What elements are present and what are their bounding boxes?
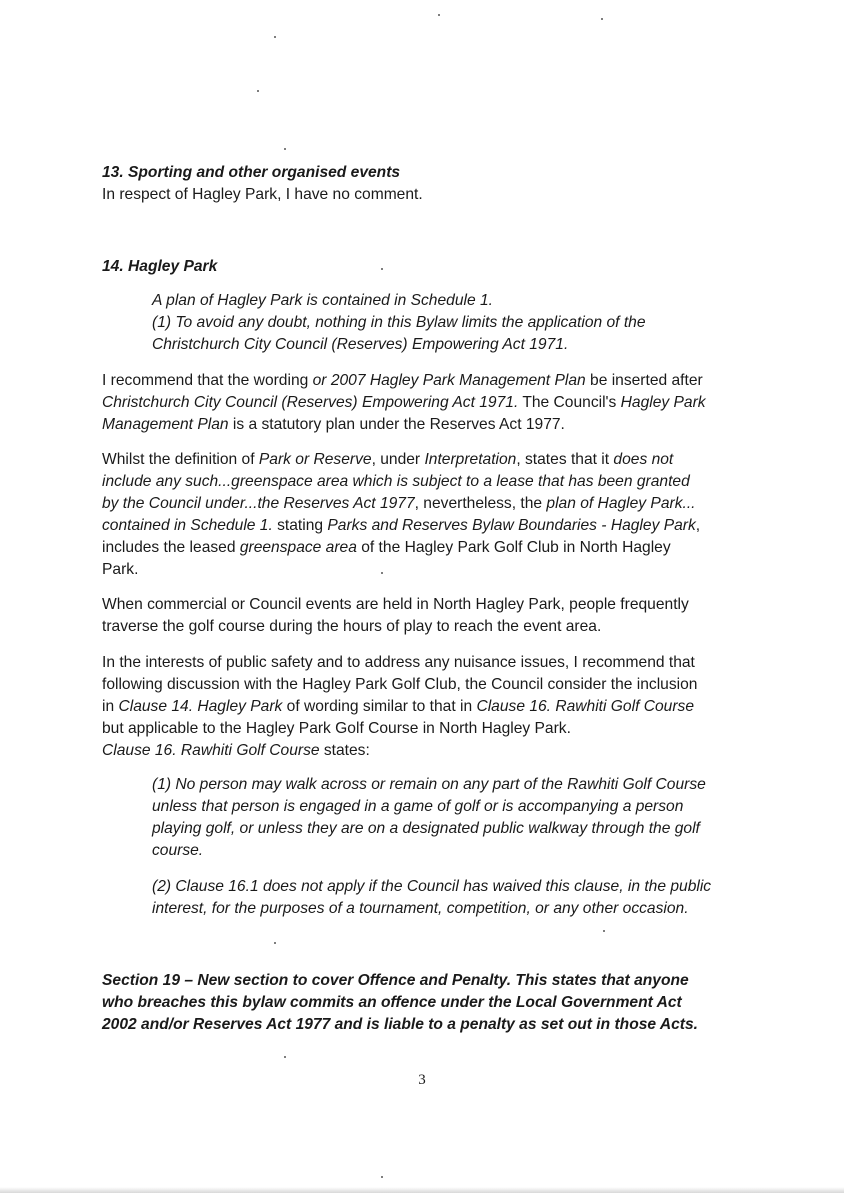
recommendation-paragraph — [102, 370, 742, 436]
scan-speck — [603, 930, 605, 932]
quote-line: Christchurch City Council (Reserves) Empowering Act 1971. — [152, 336, 569, 353]
text-line: When commercial or Council events are held in North Hagley Park, people frequently — [102, 596, 689, 613]
quote-line: unless that person is engaged in a game of golf or is accompanying a person — [152, 798, 684, 815]
scan-speck — [601, 18, 603, 20]
section-19 — [102, 970, 752, 1036]
quote-line: A plan of Hagley Park is contained in Schedule 1. — [152, 292, 493, 309]
quote-line: interest, for the purposes of a tournament, competition, or any other occasion. — [152, 900, 689, 917]
scan-speck — [381, 268, 383, 270]
section-13 — [102, 162, 742, 206]
page-number: 3 — [418, 1072, 426, 1088]
quote-line: (1) To avoid any doubt, nothing in this Bylaw limits the application of the — [152, 314, 646, 331]
text-line: Park. — [102, 561, 139, 578]
text-line: contained in Schedule 1. stating Parks and Reserves Bylaw Boundaries - Hagley Park, — [102, 517, 701, 534]
clause-16-2-quote — [152, 876, 752, 920]
section-19-line: 2002 and/or Reserves Act 1977 and is liable to a penalty as set out in those Acts. — [102, 1016, 698, 1033]
scan-speck — [381, 572, 383, 574]
text-line: Christchurch City Council (Reserves) Empowering Act 1971. The Council's Hagley Park — [102, 394, 706, 411]
quote-line: playing golf, or unless they are on a designated public walkway through the golf — [152, 820, 700, 837]
text-line: Management Plan is a statutory plan under the Reserves Act 1977. — [102, 416, 565, 433]
definition-paragraph — [102, 449, 742, 581]
text-line: traverse the golf course during the hours of play to reach the event area. — [102, 618, 602, 635]
scan-speck — [284, 1056, 286, 1058]
text-line: Whilst the definition of Park or Reserve, under Interpretation, states that it does not — [102, 451, 674, 468]
text-line: in Clause 14. Hagley Park of wording similar to that in Clause 16. Rawhiti Golf Course — [102, 698, 694, 715]
section-13-text: In respect of Hagley Park, I have no comment. — [102, 186, 423, 203]
events-paragraph — [102, 594, 742, 638]
quote-line: (1) No person may walk across or remain on any part of the Rawhiti Golf Course — [152, 776, 706, 793]
quote-line: course. — [152, 842, 204, 859]
clause-16-1-quote — [152, 774, 752, 862]
safety-paragraph — [102, 652, 742, 762]
section-14-heading: 14. Hagley Park — [102, 258, 218, 275]
text-line: includes the leased greenspace area of the Hagley Park Golf Club in North Hagley — [102, 539, 671, 556]
scan-bottom-edge — [0, 1187, 844, 1193]
section-13-heading: 13. Sporting and other organised events — [102, 164, 401, 181]
section-14-quote — [152, 290, 752, 356]
scan-speck — [438, 14, 440, 16]
text-line: I recommend that the wording or 2007 Hagley Park Management Plan be inserted after — [102, 372, 703, 389]
text-line: following discussion with the Hagley Park Golf Club, the Council consider the inclusion — [102, 676, 698, 693]
text-line: In the interests of public safety and to address any nuisance issues, I recommend that — [102, 654, 695, 671]
scan-speck — [284, 148, 286, 150]
scan-speck — [257, 90, 259, 92]
scan-speck — [274, 36, 276, 38]
scan-speck — [274, 942, 276, 944]
section-19-line: Section 19 – New section to cover Offence and Penalty. This states that anyone — [102, 972, 689, 989]
section-19-line: who breaches this bylaw commits an offence under the Local Government Act — [102, 994, 682, 1011]
section-14-heading-block — [102, 256, 742, 278]
text-line: include any such...greenspace area which is subject to a lease that has been granted — [102, 473, 690, 490]
text-line: but applicable to the Hagley Park Golf Course in North Hagley Park. — [102, 720, 571, 737]
text-line: by the Council under...the Reserves Act 1977, nevertheless, the plan of Hagley Park... — [102, 495, 696, 512]
text-line: Clause 16. Rawhiti Golf Course states: — [102, 742, 370, 759]
quote-line: (2) Clause 16.1 does not apply if the Council has waived this clause, in the public — [152, 878, 712, 895]
scan-speck — [381, 1176, 383, 1178]
